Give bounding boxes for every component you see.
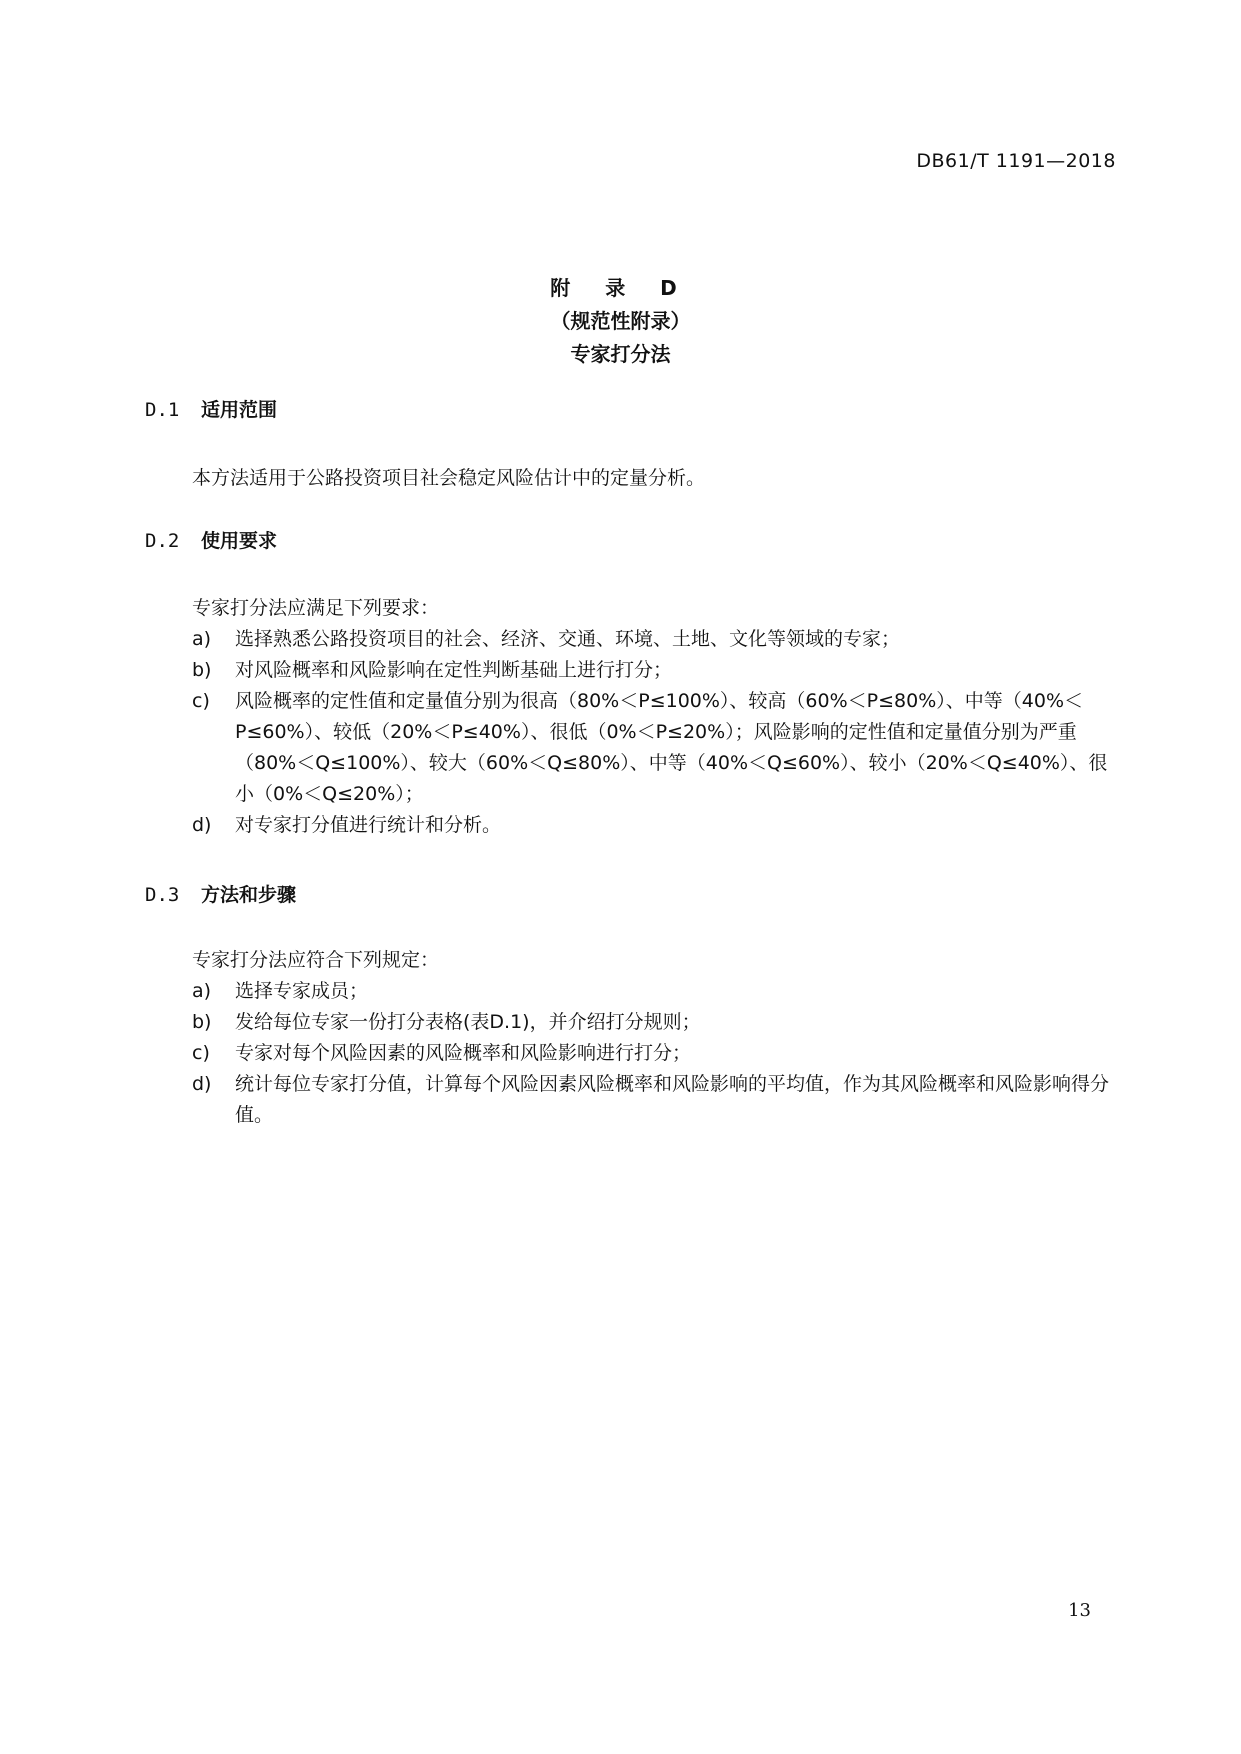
list-item	[192, 624, 1117, 655]
list-marker: b)	[192, 1011, 212, 1033]
list-item-text: 专家对每个风险因素的风险概率和风险影响进行打分；	[235, 1042, 692, 1064]
list-marker: a)	[192, 628, 212, 650]
appendix-name: 专家打分法	[570, 342, 671, 366]
list-item-text: 选择专家成员；	[235, 980, 369, 1002]
list-item	[192, 976, 1117, 1007]
list-item	[192, 810, 1117, 841]
section-heading-d1	[145, 395, 277, 425]
list-item	[192, 1069, 1117, 1131]
section-d2-intro: 专家打分法应满足下列要求：	[192, 597, 440, 619]
appendix-title-block	[0, 272, 1241, 371]
list-item	[192, 1038, 1117, 1069]
section-d3-intro: 专家打分法应符合下列规定：	[192, 949, 440, 971]
list-item-text: 风险概率的定性值和定量值分别为很高（80%＜P≤100%）、较高（60%＜P≤80%）、中等（40%＜P≤60%）、较低（20%＜P≤40%）、很低（0%＜P≤20%）；风险影响的定性值和定量值分别为严重（80%＜Q≤100%）、较大（60%＜Q≤80%）、中等（40%＜Q≤60%）、较小（20%＜Q≤40%）、很小（0%＜Q≤20%）；	[235, 690, 1108, 805]
page-number: 13	[1068, 1600, 1091, 1621]
section-heading-d3	[145, 880, 296, 910]
appendix-label: 附 录 D	[550, 276, 691, 300]
standard-code: DB61/T 1191—2018	[916, 150, 1116, 172]
list-marker: d)	[192, 814, 212, 836]
list-item-text: 对专家打分值进行统计和分析。	[235, 814, 502, 836]
list-marker: d)	[192, 1073, 212, 1095]
list-item	[192, 655, 1117, 686]
list-marker: b)	[192, 659, 212, 681]
list-item	[192, 686, 1117, 810]
section-title: 方法和步骤	[201, 884, 297, 906]
section-d3-list	[192, 976, 1117, 1131]
section-title: 使用要求	[201, 530, 278, 552]
list-item-text: 选择熟悉公路投资项目的社会、经济、交通、环境、土地、文化等领域的专家；	[235, 628, 901, 650]
list-item	[192, 1007, 1117, 1038]
section-d2-list	[192, 624, 1117, 841]
list-item-text: 统计每位专家打分值，计算每个风险因素风险概率和风险影响的平均值，作为其风险概率和风险影响得分值。	[235, 1073, 1110, 1126]
list-marker: a)	[192, 980, 212, 1002]
section-heading-d2	[145, 526, 277, 556]
section-number: D.3	[145, 884, 180, 906]
list-item-text: 发给每位专家一份打分表格(表D.1)，并介绍打分规则；	[235, 1011, 701, 1033]
section-d1-text: 本方法适用于公路投资项目社会稳定风险估计中的定量分析。	[192, 467, 706, 489]
list-marker: c)	[192, 1042, 210, 1064]
appendix-type: （规范性附录）	[550, 309, 691, 333]
list-item-text: 对风险概率和风险影响在定性判断基础上进行打分；	[235, 659, 673, 681]
section-title: 适用范围	[201, 399, 278, 421]
list-marker: c)	[192, 690, 210, 712]
section-number: D.2	[145, 530, 180, 552]
section-number: D.1	[145, 399, 180, 421]
